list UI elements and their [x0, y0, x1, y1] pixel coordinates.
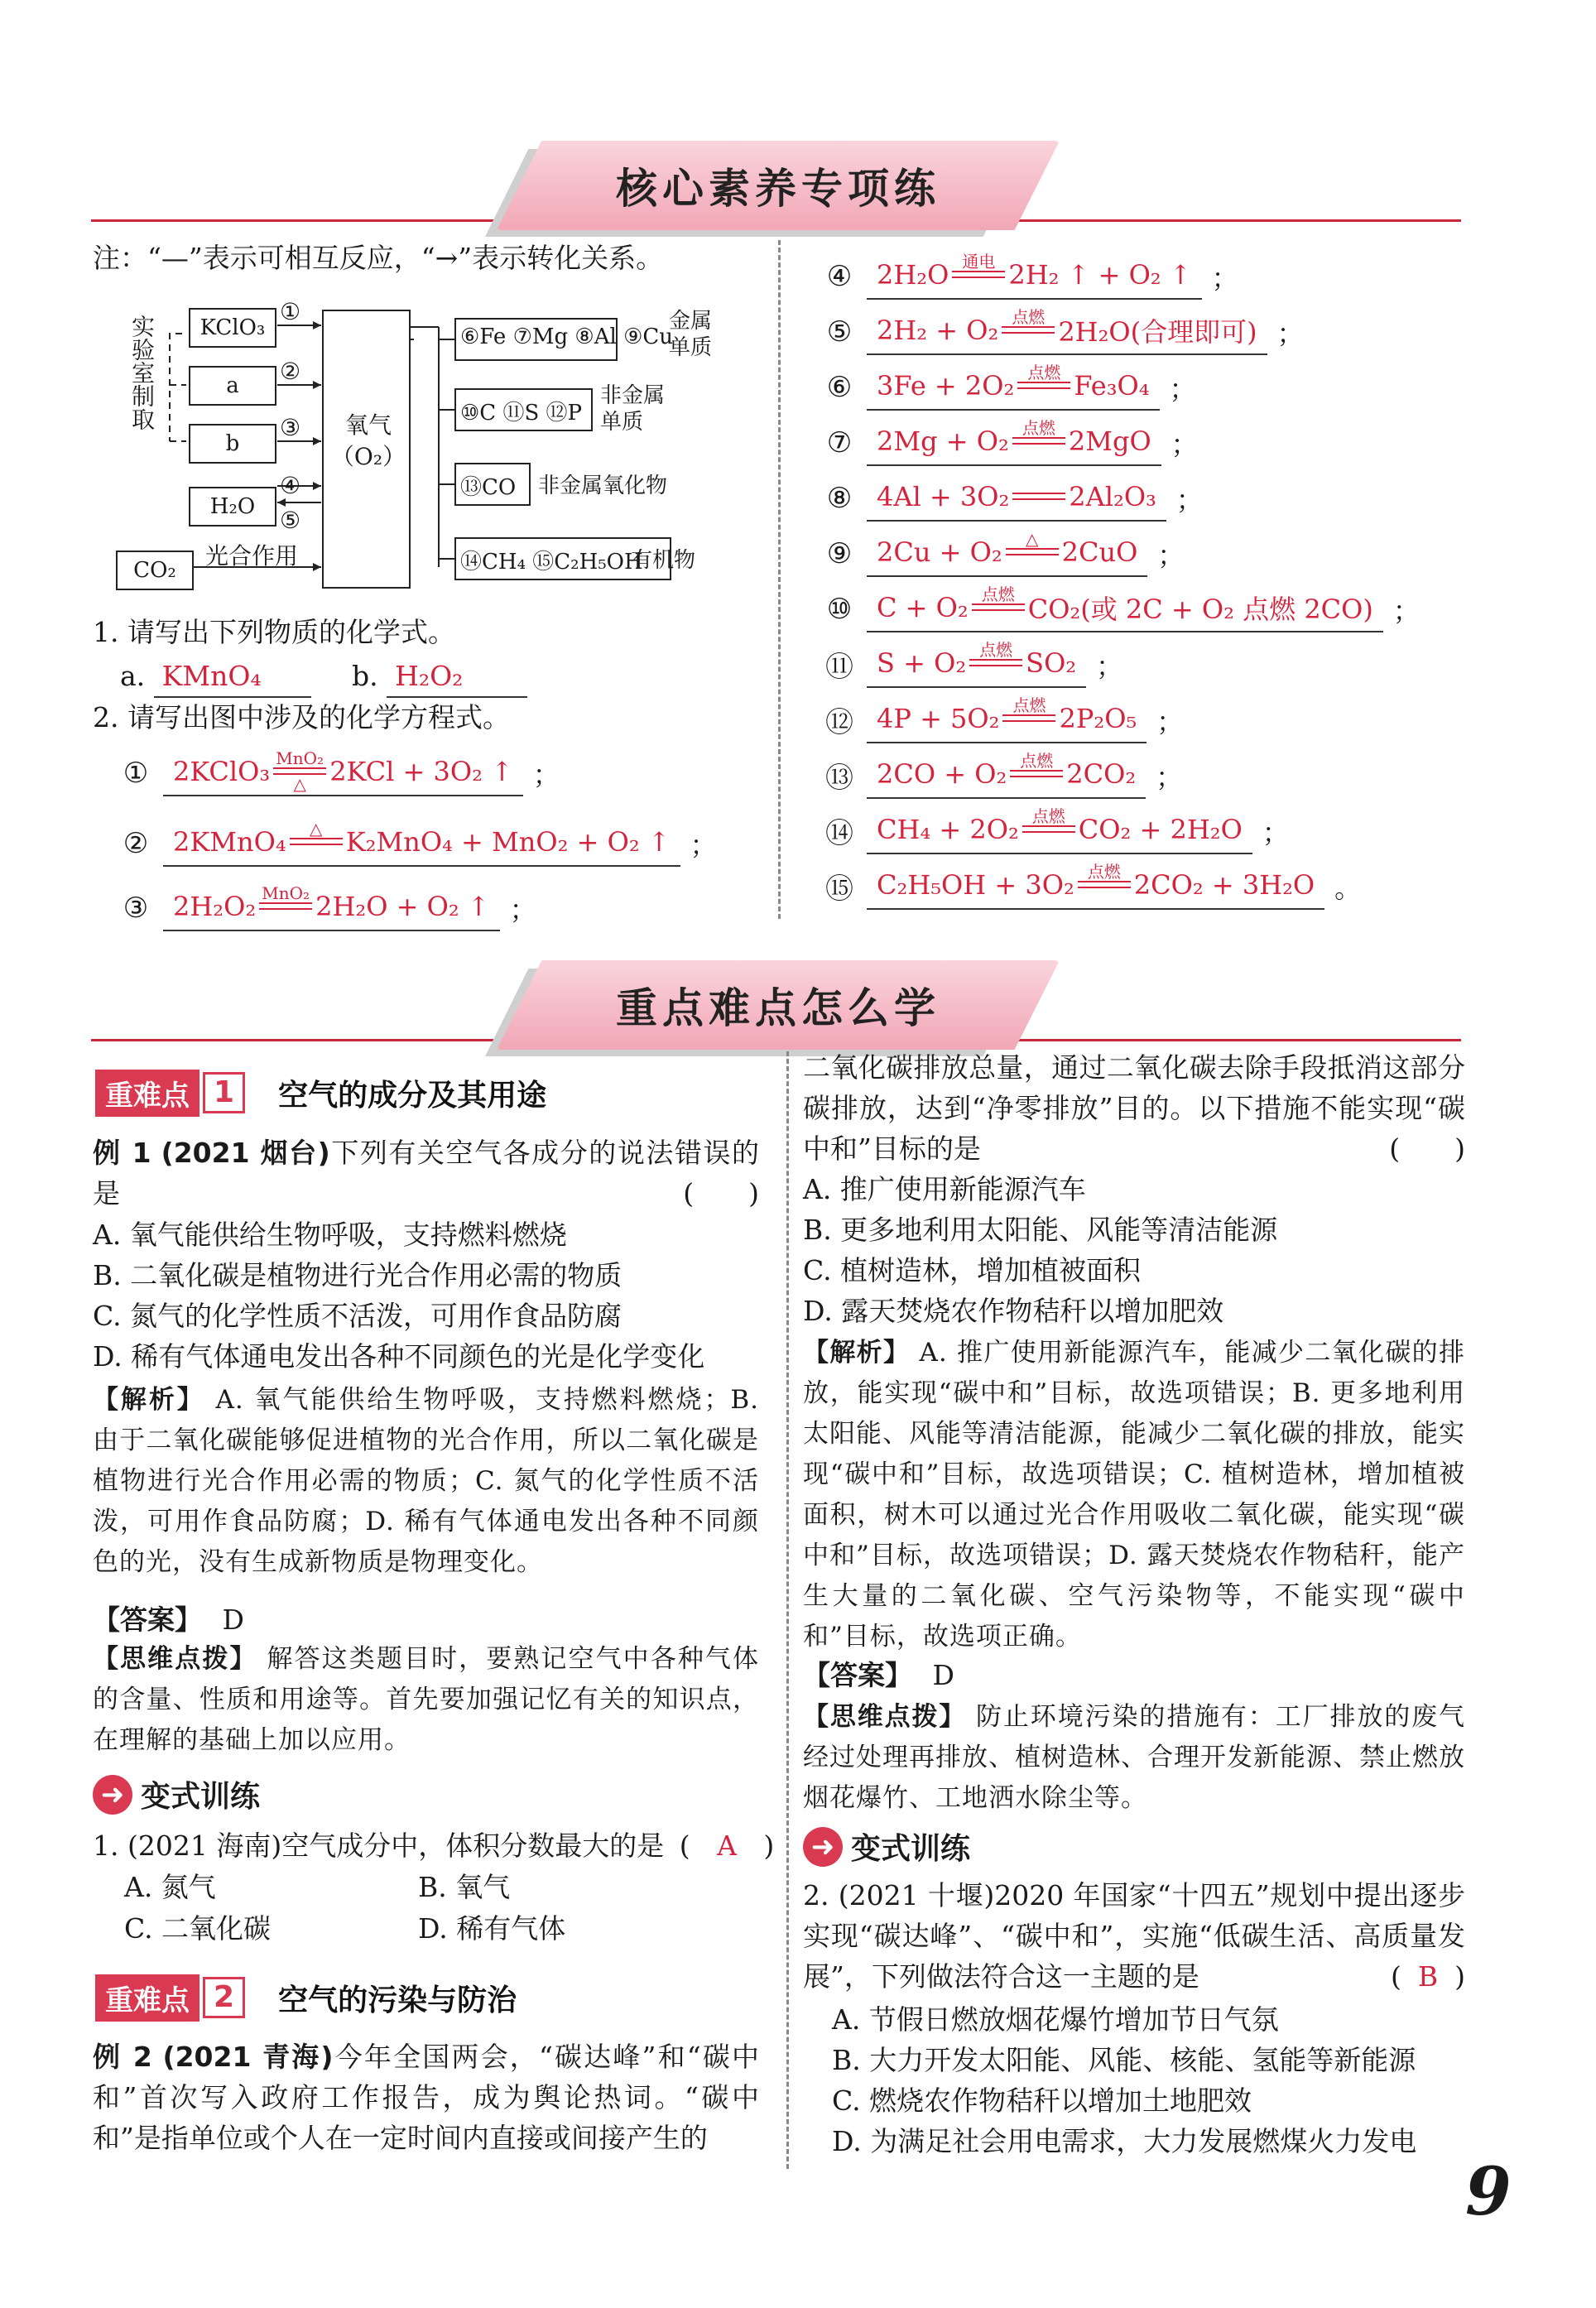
- arrow-label-1: ①: [280, 298, 301, 325]
- section-banner-1: [497, 141, 1060, 230]
- equation-lhs: 2H₂ + O₂: [877, 314, 999, 346]
- equation-end-punct: ；: [1169, 373, 1196, 405]
- organic-category: 有机物: [631, 548, 696, 573]
- variant-2-answer: B: [1417, 1960, 1439, 1993]
- reaction-condition: [273, 749, 326, 793]
- equation-end-punct: ；: [532, 758, 560, 791]
- variant-training-1-label: 变式训练: [141, 1780, 261, 1814]
- equation-answer: [163, 884, 500, 931]
- equation-end-punct: ；: [1156, 761, 1183, 793]
- section-banner-2: [497, 960, 1060, 1050]
- reaction-condition: [969, 641, 1022, 685]
- equation-answer: [867, 419, 1161, 466]
- equation-row: [824, 530, 1184, 577]
- equation-rhs: K₂MnO₄ + MnO₂ + O₂ ↑: [345, 825, 671, 858]
- equation-answer: [867, 363, 1160, 411]
- column-divider-bottom: [786, 1051, 789, 2169]
- equation-number: ⑪: [825, 651, 853, 684]
- equation-end-punct: ；: [1211, 262, 1238, 294]
- equation-answer: [867, 807, 1252, 854]
- condition-top: 点燃: [979, 640, 1013, 660]
- equals-sign: [259, 902, 312, 910]
- equation-lhs: 3Fe + 2O₂: [877, 369, 1015, 401]
- variant-2-paren-left: (: [1390, 1960, 1401, 1993]
- key-point-2: [95, 1974, 517, 2021]
- example-1-answer: D: [222, 1604, 244, 1636]
- example-1-option-a: A. 氧气能供给生物呼吸，支持燃料燃烧: [93, 1219, 567, 1251]
- page-number: 9: [1465, 2152, 1512, 2230]
- example-2-left: [93, 2036, 759, 2158]
- equation-answer: [867, 308, 1267, 355]
- q1-a-answer: KMnO₄: [154, 658, 311, 698]
- equation-answer: [163, 820, 680, 867]
- variant-training-1: [93, 1773, 260, 1815]
- variant-2-option-b: B. 大力开发太阳能、风能、核能、氢能等新能源: [832, 2044, 1416, 2076]
- equation-row: [824, 807, 1289, 854]
- equation-end-punct: ；: [690, 829, 717, 861]
- key-point-1-label: 重难点: [95, 1070, 200, 1117]
- variant-2-option-d: D. 为满足社会用电需求，大力发展燃煤火力发电: [832, 2125, 1417, 2157]
- equation-rhs: 2CO₂ + 3H₂O: [1133, 868, 1315, 901]
- equation-answer: [867, 641, 1086, 688]
- condition-top: 点燃: [981, 584, 1015, 604]
- example-2-tip: [803, 1697, 1465, 1819]
- equation-rhs: 2H₂O(合理即可): [1058, 315, 1257, 348]
- co2-box: CO₂: [116, 551, 194, 590]
- equation-number: ⑨: [826, 536, 853, 570]
- equals-sign: [1012, 493, 1065, 500]
- example-2-stem-right: 二氧化碳排放总量，通过二氧化碳去除手段抵消这部分碳排放，达到“净零排放”目的。以下措施不能实现“碳中和”目标的是: [803, 1051, 1465, 1165]
- reaction-condition: [972, 585, 1025, 629]
- diagram-note: 注：“—”表示可相互反应，“→”表示转化关系。: [93, 242, 664, 274]
- equation-row: [824, 252, 1238, 300]
- example-2-stem-left: 今年全国两会，“碳达峰”和“碳中和”首次写入政府工作报告，成为舆论热词。“碳中和”是指单位或个人在一定时间内直接或间接产生的: [93, 2041, 759, 2154]
- equation-row: [824, 752, 1182, 799]
- equation-number: ⑭: [825, 817, 853, 850]
- equation-row: [824, 641, 1122, 688]
- equation-rhs: CO₂ + 2H₂O: [1078, 813, 1243, 845]
- arrow-right-icon: ➜: [803, 1827, 843, 1867]
- reaction-condition: [1012, 474, 1065, 518]
- equation-end-punct: ；: [1276, 317, 1304, 349]
- photosynthesis-label: 光合作用: [205, 542, 299, 570]
- equation-lhs: 2KClO₃: [173, 755, 271, 787]
- equation-number: ⑥: [826, 370, 853, 404]
- equation-lhs: 4Al + 3O₂: [877, 480, 1010, 512]
- equation-lhs: CH₄ + 2O₂: [877, 813, 1019, 845]
- equals-sign: [972, 603, 1025, 611]
- equation-number: ⑮: [825, 873, 853, 906]
- equation-end-punct: ；: [1156, 705, 1184, 738]
- equation-end-punct: ；: [1171, 428, 1198, 460]
- example-1-source: (2021 烟台): [161, 1137, 330, 1169]
- reaction-condition: [1017, 363, 1070, 407]
- example-1-stem: 下列有关空气各成分的说法错误的是: [93, 1137, 760, 1209]
- kclo3-box: KClO₃: [189, 308, 276, 348]
- reaction-condition: [1012, 419, 1065, 463]
- equation-lhs: 2Mg + O₂: [877, 425, 1009, 457]
- equals-sign: [1002, 326, 1055, 334]
- example-1-tip-label: 【思维点拨】: [93, 1644, 257, 1674]
- nonmetals-category: 非金属单质: [600, 383, 666, 435]
- arrow-label-3: ③: [280, 414, 301, 441]
- equals-sign: [1022, 825, 1075, 833]
- variant-2: [803, 1875, 1465, 1997]
- variant-training-2: [803, 1825, 970, 1868]
- condition-top: 点燃: [1027, 363, 1061, 382]
- variant-2-stem: 2. (2021 十堰)2020 年国家“十四五”规划中提出逐步实现“碳达峰”、“碳中和”，实施“低碳生活、高质量发展”，下列做法符合这一主题的是: [803, 1879, 1465, 1993]
- condition-top: 点燃: [1020, 751, 1054, 771]
- equation-rhs: 2CuO: [1061, 536, 1138, 568]
- example-1-option-d: D. 稀有气体通电发出各种不同颜色的光是化学变化: [93, 1340, 705, 1373]
- reaction-condition: [1010, 752, 1063, 796]
- equals-sign: [290, 838, 343, 845]
- example-1-tip-text: 解答这类题目时，要熟记空气中各种气体的含量、性质和用途等。首先要加强记忆有关的知识点，在理解的基础上加以应用。: [93, 1644, 760, 1755]
- variant-2-option-a: A. 节假日燃放烟花爆竹增加节日气氛: [832, 2003, 1279, 2036]
- equation-row: [824, 696, 1183, 743]
- nonmetals-list: ⑩C ⑪S ⑫P: [460, 401, 583, 426]
- example-2-option-a: A. 推广使用新能源汽车: [803, 1173, 1086, 1205]
- condition-top: MnO₂: [276, 748, 324, 768]
- equals-sign: [1078, 881, 1131, 888]
- equation-lhs: S + O₂: [877, 647, 967, 679]
- equation-answer: [867, 252, 1202, 300]
- water-box: H₂O: [189, 487, 276, 527]
- example-1-answer-label: 【答案】: [93, 1604, 202, 1636]
- reaction-condition: [1006, 530, 1059, 574]
- example-1-analysis-text: A. 氧气能供给生物呼吸，支持燃料燃烧；B. 由于二氧化碳能够促进植物的光合作用，所以二氧化碳是植物进行光合作用必需的物质；C. 氮气的化学性质不活泼，可用作食品防腐；D. 稀有气体通电发出各种不同颜色的光，没有生成新物质是物理变化。: [93, 1385, 760, 1577]
- section-title-1: 核心素养专项练: [616, 165, 940, 213]
- arrow-right-icon: ➜: [93, 1775, 132, 1815]
- example-2-analysis-text: A. 推广使用新能源汽车，能减少二氧化碳的排放，能实现“碳中和”目标，故选项错误；B. 更多地利用太阳能、风能等清洁能源，能减少二氧化碳的排放，能实现“碳中和”目标，故选项错误；C. 植树造林，增加植被面积，树木可以通过光合作用吸收二氧化碳，能实现“碳中和”目标，故选项错误；D. 露天焚烧农作物秸秆，能产生大量的二氧化碳、空气污染物等，不能实现“碳中和”目标，故选项正确。: [803, 1338, 1466, 1652]
- lab-preparation-label: 实验室制取: [128, 315, 156, 430]
- equation-lhs: C₂H₅OH + 3O₂: [877, 868, 1074, 901]
- key-point-1: [95, 1070, 546, 1116]
- variant-1-option-b: B. 氧气: [418, 1871, 511, 1903]
- equals-sign: [1017, 382, 1070, 389]
- equals-sign: [1006, 548, 1059, 555]
- example-1-option-c: C. 氮气的化学性质不活泼，可用作食品防腐: [93, 1300, 623, 1332]
- substance-b-box: b: [189, 424, 276, 464]
- equation-answer: [867, 530, 1147, 577]
- variant-1-option-a: A. 氮气: [124, 1871, 216, 1903]
- example-1-tip: [93, 1639, 759, 1761]
- equation-row: [120, 884, 536, 931]
- equation-answer: [867, 585, 1383, 632]
- example-1-paren: ( ): [683, 1177, 759, 1209]
- equation-number: ④: [826, 259, 853, 293]
- equation-row: [120, 749, 560, 796]
- equals-sign: [1002, 714, 1055, 722]
- equation-answer: [867, 474, 1166, 522]
- equation-row: [120, 820, 717, 867]
- condition-top: △: [310, 819, 323, 839]
- equation-rhs: 2MgO: [1068, 425, 1151, 457]
- example-1-option-b: B. 二氧化碳是植物进行光合作用必需的物质: [93, 1259, 623, 1291]
- key-point-2-label: 重难点: [95, 1974, 200, 2022]
- reaction-condition: [1078, 863, 1131, 906]
- equation-end-punct: ；: [1392, 594, 1420, 627]
- equation-number: ⑩: [826, 592, 853, 626]
- condition-top: 通电: [962, 252, 996, 272]
- example-2-option-b: B. 更多地利用太阳能、风能等清洁能源: [803, 1214, 1278, 1246]
- key-point-2-number: 2: [203, 1977, 245, 2018]
- example-2-tip-text: 防止环境污染的措施有：工厂排放的废气经过处理再排放、植树造林、合理开发新能源、禁止燃放烟花爆竹、工地洒水除尘等。: [803, 1702, 1466, 1813]
- equation-rhs: Fe₃O₄: [1074, 369, 1150, 401]
- variant-1-paren-right: ): [763, 1830, 775, 1862]
- equation-row: [824, 363, 1196, 411]
- question-2-stem: 2. 请写出图中涉及的化学方程式。: [93, 701, 510, 733]
- reaction-condition: [259, 884, 312, 928]
- equation-number: ⑦: [826, 426, 853, 459]
- arrow-label-5: ⑤: [280, 507, 301, 534]
- condition-top: MnO₂: [262, 883, 310, 903]
- example-2-option-c: C. 植树造林，增加植被面积: [803, 1254, 1142, 1286]
- equation-answer: [867, 863, 1324, 910]
- equation-rhs: 2KCl + 3O₂ ↑: [329, 755, 513, 787]
- example-1-analysis: [93, 1380, 759, 1583]
- equation-number: ⑬: [825, 762, 853, 795]
- example-2-answer-label: 【答案】: [803, 1659, 912, 1691]
- example-2-answer: D: [932, 1659, 954, 1691]
- arrow-label-4: ④: [280, 472, 301, 499]
- equation-rhs: SO₂: [1026, 647, 1077, 679]
- equals-sign: [1010, 770, 1063, 777]
- q1-b-label: b.: [352, 660, 378, 692]
- equation-end-punct: 。: [1334, 872, 1362, 904]
- condition-top: 点燃: [1087, 862, 1121, 882]
- example-2-right: [803, 1047, 1465, 1169]
- organic-list: ⑭CH₄ ⑮C₂H₅OH: [460, 550, 643, 575]
- variant-1-paren-left: (: [679, 1830, 690, 1862]
- reaction-condition: [1002, 696, 1055, 740]
- equation-rhs: 2H₂O + O₂ ↑: [315, 890, 490, 922]
- equation-number: ①: [123, 756, 149, 790]
- column-divider-top: [778, 240, 781, 919]
- equation-row: [824, 419, 1198, 466]
- section-title-2: 重点难点怎么学: [616, 984, 940, 1032]
- reaction-condition: [1002, 308, 1055, 352]
- equation-number: ⑫: [825, 706, 853, 739]
- equation-lhs: 2H₂O₂: [173, 890, 257, 922]
- example-2-head: 例 2: [93, 2041, 152, 2073]
- key-point-1-number: 1: [203, 1072, 245, 1113]
- condition-top: 点燃: [1012, 307, 1046, 327]
- example-2-analysis-label: 【解析】: [803, 1338, 911, 1368]
- equation-number: ③: [123, 891, 149, 925]
- variant-1-option-c: C. 二氧化碳: [124, 1912, 272, 1945]
- variant-1-option-d: D. 稀有气体: [418, 1912, 566, 1945]
- equation-end-punct: ；: [1157, 539, 1185, 571]
- equation-lhs: 4P + 5O₂: [877, 702, 1000, 734]
- key-point-1-title: 空气的成分及其用途: [278, 1078, 547, 1113]
- equation-end-punct: ；: [1175, 483, 1203, 516]
- metals-category: 金属单质: [669, 309, 713, 360]
- example-1-analysis-label: 【解析】: [93, 1385, 205, 1415]
- equals-sign: [969, 659, 1022, 666]
- equation-row: [824, 308, 1304, 355]
- equation-rhs: 2P₂O₅: [1059, 702, 1137, 734]
- example-2-option-d: D. 露天焚烧农作物秸秆以增加肥效: [803, 1295, 1224, 1327]
- oxide-category: 非金属氧化物: [538, 474, 668, 498]
- condition-top: 点燃: [1022, 418, 1055, 438]
- oxide-item: ⑬CO: [460, 475, 517, 500]
- equation-rhs: 2Al₂O₃: [1069, 480, 1156, 512]
- example-2-analysis: [803, 1333, 1465, 1657]
- equation-lhs: 2H₂O: [877, 258, 949, 291]
- q1-b-answer: H₂O₂: [387, 658, 527, 698]
- oxygen-center-label: 氧气（O₂）: [330, 411, 406, 470]
- condition-top: 点燃: [1012, 695, 1046, 715]
- key-point-2-title: 空气的污染与防治: [278, 1983, 517, 2017]
- equation-number: ⑧: [826, 481, 853, 515]
- equation-lhs: C + O₂: [877, 591, 969, 623]
- example-2-source: (2021 青海): [162, 2041, 334, 2073]
- variant-2-paren-right: ): [1454, 1960, 1465, 1993]
- equation-answer: [867, 696, 1147, 743]
- condition-top: △: [1025, 529, 1039, 549]
- equation-end-punct: ；: [509, 893, 536, 926]
- equation-answer: [867, 752, 1146, 799]
- equation-end-punct: ；: [1096, 650, 1123, 682]
- example-1: [93, 1132, 759, 1214]
- reaction-condition: [1022, 807, 1075, 851]
- metals-list: ⑥Fe ⑦Mg ⑧Al ⑨Cu: [460, 325, 674, 349]
- equation-row: [824, 474, 1203, 522]
- equation-rhs: 2CO₂: [1066, 757, 1137, 790]
- equation-end-punct: ；: [1262, 816, 1289, 849]
- arrow-label-2: ②: [280, 358, 301, 385]
- equation-row: [824, 863, 1361, 910]
- variant-1-stem: 1. (2021 海南)空气成分中，体积分数最大的是: [93, 1830, 665, 1862]
- q1-a-label: a.: [120, 660, 146, 692]
- variant-1-answer: A: [717, 1830, 737, 1862]
- question-1-stem: 1. 请写出下列物质的化学式。: [93, 616, 455, 648]
- variant-training-2-label: 变式训练: [851, 1832, 971, 1866]
- variant-2-option-c: C. 燃烧农作物秸秆以增加土地肥效: [832, 2084, 1252, 2117]
- substance-a-box: a: [189, 366, 276, 406]
- equation-lhs: 2KMnO₄: [173, 825, 286, 858]
- equation-rhs: CO₂(或 2C + O₂ 点燃 2CO): [1027, 593, 1373, 625]
- equation-lhs: 2Cu + O₂: [877, 536, 1002, 568]
- equation-row: [824, 585, 1420, 632]
- equation-lhs: 2CO + O₂: [877, 757, 1007, 790]
- equation-number: ②: [123, 826, 149, 860]
- reaction-condition: [290, 820, 343, 863]
- equation-rhs: 2H₂ ↑ + O₂ ↑: [1008, 258, 1192, 291]
- condition-bottom: △: [293, 774, 306, 794]
- equals-sign: [1012, 437, 1065, 445]
- equals-sign: [952, 271, 1005, 278]
- condition-top: 点燃: [1031, 806, 1065, 826]
- reaction-condition: [952, 252, 1005, 296]
- example-1-head: 例 1: [93, 1137, 151, 1169]
- equation-number: ⑤: [826, 315, 853, 349]
- equation-answer: [163, 749, 523, 796]
- example-2-paren: ( ): [1389, 1132, 1465, 1165]
- example-2-tip-label: 【思维点拨】: [803, 1702, 967, 1732]
